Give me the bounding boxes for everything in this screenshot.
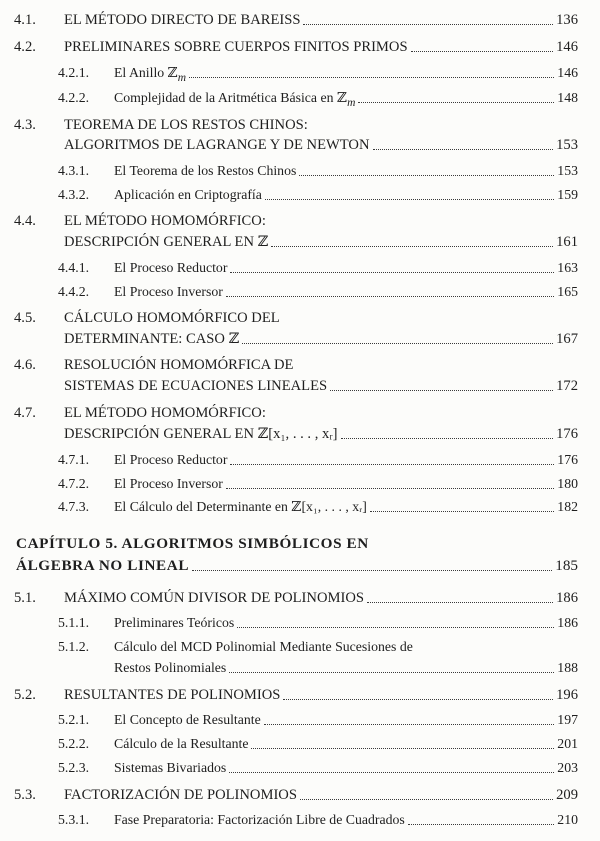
entry-title: Cálculo de la Resultante xyxy=(114,736,249,751)
toc-entry xyxy=(0,589,600,609)
toc-entry xyxy=(0,186,600,206)
dot-leader xyxy=(264,724,555,725)
entry-number: 4.7. xyxy=(14,405,36,421)
dot-leader xyxy=(230,464,554,465)
chapter-heading xyxy=(0,535,600,577)
page-number: 197 xyxy=(557,712,578,727)
entry-title-cont: ALGORITMOS DE LAGRANGE Y DE NEWTON xyxy=(64,137,370,153)
entry-number: 4.2.1. xyxy=(58,65,90,80)
page-number: 176 xyxy=(557,452,578,467)
dot-leader xyxy=(237,627,554,628)
page-number: 153 xyxy=(556,137,578,153)
entry-number: 4.7.3. xyxy=(58,499,90,514)
chapter-title-cont: ÁLGEBRA NO LINEAL xyxy=(16,557,190,574)
toc-entry xyxy=(0,735,600,755)
page-number: 210 xyxy=(557,812,578,827)
toc-line xyxy=(58,89,578,107)
toc-line xyxy=(58,711,578,729)
toc-entry xyxy=(0,498,600,518)
toc-line xyxy=(14,425,578,443)
entry-title: FACTORIZACIÓN DE POLINOMIOS xyxy=(64,787,297,803)
toc-line xyxy=(14,38,578,56)
toc-line xyxy=(16,535,578,553)
page-number: 172 xyxy=(556,378,578,394)
toc-line xyxy=(58,64,578,82)
entry-title-cont: SISTEMAS DE ECUACIONES LINEALES xyxy=(64,378,328,394)
toc-line xyxy=(58,259,578,277)
entry-number: 4.6. xyxy=(14,357,36,373)
entry-title: El Proceso Reductor xyxy=(114,452,228,467)
dot-leader xyxy=(370,511,554,512)
entry-title: Preliminares Teóricos xyxy=(114,615,235,630)
toc-entry xyxy=(0,64,600,84)
entry-number: 4.3.2. xyxy=(58,187,90,202)
entry-title: RESOLUCIÓN HOMOMÓRFICA DE xyxy=(64,357,294,373)
page-number: 201 xyxy=(557,736,578,751)
entry-number: 4.4. xyxy=(14,213,36,229)
toc-line xyxy=(58,638,578,656)
entry-number: 5.1.2. xyxy=(58,639,90,654)
page-number: 167 xyxy=(556,331,578,347)
dot-leader xyxy=(242,343,553,344)
dot-leader xyxy=(300,799,553,800)
page-number: 153 xyxy=(557,163,578,178)
toc-line xyxy=(58,659,578,677)
entry-title: El Proceso Inversor xyxy=(114,284,223,299)
toc-entry xyxy=(0,404,600,444)
entry-number: 4.7.1. xyxy=(58,452,90,467)
entry-number: 4.4.2. xyxy=(58,284,90,299)
entry-title: El Cálculo del Determinante en ℤ[x₁, . . . , xᵣ] xyxy=(114,499,367,514)
entry-title: Fase Preparatoria: Factorización Libre de Cuadrados xyxy=(114,812,405,827)
dot-leader xyxy=(373,149,554,150)
toc-line xyxy=(14,404,578,422)
subscript-m: m xyxy=(177,71,187,84)
title-text: Complejidad de la Aritmética Básica en ℤ xyxy=(114,90,348,105)
subscript-m: m xyxy=(347,96,356,109)
toc-entry xyxy=(0,11,600,31)
page-number: 186 xyxy=(557,615,578,630)
toc-line xyxy=(16,557,578,575)
page-number: 186 xyxy=(556,590,578,606)
page-number: 165 xyxy=(557,284,578,299)
entry-number: 4.3. xyxy=(14,117,36,133)
toc-line xyxy=(14,233,578,251)
entry-title: RESULTANTES DE POLINOMIOS xyxy=(64,687,281,703)
toc-entry xyxy=(0,283,600,303)
dot-leader xyxy=(330,390,553,391)
entry-number: 5.1.1. xyxy=(58,615,90,630)
dot-leader xyxy=(226,296,554,297)
entry-title-cont: Restos Polinomiales xyxy=(114,660,227,675)
dot-leader xyxy=(251,748,554,749)
dot-leader xyxy=(341,438,554,439)
entry-title: El Proceso Reductor xyxy=(114,260,228,275)
entry-title: Cálculo del MCD Polinomial Mediante Sucesiones de xyxy=(114,639,413,654)
dot-leader xyxy=(367,602,553,603)
dot-leader xyxy=(192,570,552,571)
toc-line xyxy=(14,136,578,154)
toc-entry xyxy=(0,309,600,349)
toc-line xyxy=(58,498,578,516)
dot-leader xyxy=(271,246,553,247)
entry-title: EL MÉTODO DIRECTO DE BAREISS xyxy=(64,12,301,28)
entry-number: 4.2. xyxy=(14,39,36,55)
toc-entry xyxy=(0,711,600,731)
dot-leader xyxy=(303,24,553,25)
entry-title: TEOREMA DE LOS RESTOS CHINOS: xyxy=(64,117,308,133)
entry-title: MÁXIMO COMÚN DIVISOR DE POLINOMIOS xyxy=(64,590,364,606)
entry-title: EL MÉTODO HOMOMÓRFICO: xyxy=(64,213,266,229)
page-number: 176 xyxy=(556,426,578,442)
dot-leader xyxy=(226,488,554,489)
toc-entry xyxy=(0,686,600,706)
page-number: 185 xyxy=(555,557,578,574)
toc-entry xyxy=(0,212,600,252)
entry-number: 5.3. xyxy=(14,787,36,803)
entry-number: 4.5. xyxy=(14,310,36,326)
toc-line xyxy=(14,589,578,607)
entry-number: 5.2.1. xyxy=(58,712,90,727)
entry-number: 4.2.2. xyxy=(58,90,90,105)
entry-number: 5.2.2. xyxy=(58,736,90,751)
toc-line xyxy=(14,11,578,29)
dot-leader xyxy=(229,772,554,773)
toc-entry xyxy=(0,38,600,58)
entry-title: EL MÉTODO HOMOMÓRFICO: xyxy=(64,405,266,421)
page-number: 136 xyxy=(556,12,578,28)
toc-line xyxy=(58,759,578,777)
toc-line xyxy=(14,356,578,374)
toc-entry xyxy=(0,89,600,109)
dot-leader xyxy=(189,77,554,78)
entry-title-cont: DESCRIPCIÓN GENERAL EN ℤ xyxy=(64,234,269,250)
dot-leader xyxy=(229,672,554,673)
toc-line xyxy=(14,377,578,395)
entry-number: 5.2.3. xyxy=(58,760,90,775)
toc-line xyxy=(14,212,578,230)
dot-leader xyxy=(283,699,553,700)
toc-line xyxy=(14,786,578,804)
toc-entry xyxy=(0,259,600,279)
toc-entry xyxy=(0,786,600,806)
toc-line xyxy=(58,451,578,469)
dot-leader xyxy=(411,51,554,52)
toc-entry xyxy=(0,811,600,831)
dot-leader xyxy=(408,824,555,825)
toc-entry xyxy=(0,638,600,678)
toc-line xyxy=(58,614,578,632)
toc-entry xyxy=(0,614,600,634)
toc-line xyxy=(14,116,578,134)
entry-number: 5.2. xyxy=(14,687,36,703)
entry-title: CÁLCULO HOMOMÓRFICO DEL xyxy=(64,310,280,326)
entry-number: 5.1. xyxy=(14,590,36,606)
toc-line xyxy=(58,283,578,301)
dot-leader xyxy=(230,272,554,273)
toc-entry xyxy=(0,356,600,396)
entry-title: Aplicación en Criptografía xyxy=(114,187,262,202)
toc-entry xyxy=(0,475,600,495)
toc-line xyxy=(14,330,578,348)
entry-title-cont: DETERMINANTE: CASO ℤ xyxy=(64,331,240,347)
toc-entry xyxy=(0,451,600,471)
entry-number: 4.7.2. xyxy=(58,476,90,491)
toc-line xyxy=(58,162,578,180)
toc-entry xyxy=(0,116,600,156)
entry-title xyxy=(114,64,186,87)
page-number: 182 xyxy=(557,499,578,514)
toc-line xyxy=(58,811,578,829)
page-number: 196 xyxy=(556,687,578,703)
page-number: 163 xyxy=(557,260,578,275)
entry-title-cont: DESCRIPCIÓN GENERAL EN ℤ[x₁, . . . , xᵣ] xyxy=(64,426,338,442)
dot-leader xyxy=(299,175,554,176)
page-number: 146 xyxy=(556,39,578,55)
page-number: 148 xyxy=(557,90,578,105)
toc-line xyxy=(14,686,578,704)
title-text: El Anillo ℤ xyxy=(114,65,178,80)
dot-leader xyxy=(358,102,554,103)
page-number: 180 xyxy=(557,476,578,491)
entry-title: El Concepto de Resultante xyxy=(114,712,261,727)
toc-line xyxy=(14,309,578,327)
page-number: 188 xyxy=(557,660,578,675)
entry-number: 5.3.1. xyxy=(58,812,90,827)
entry-title: PRELIMINARES SOBRE CUERPOS FINITOS PRIMOS xyxy=(64,39,408,55)
toc-entry xyxy=(0,759,600,779)
entry-number: 4.3.1. xyxy=(58,163,90,178)
toc-line xyxy=(58,735,578,753)
entry-title xyxy=(114,89,355,112)
page-number: 161 xyxy=(556,234,578,250)
entry-title: El Teorema de los Restos Chinos xyxy=(114,163,297,178)
page-number: 203 xyxy=(557,760,578,775)
page-number: 146 xyxy=(557,65,578,80)
toc-line xyxy=(58,475,578,493)
entry-number: 4.4.1. xyxy=(58,260,90,275)
entry-number: 4.1. xyxy=(14,12,36,28)
toc-entry xyxy=(0,162,600,182)
page-number: 159 xyxy=(557,187,578,202)
page-number: 209 xyxy=(556,787,578,803)
entry-title: El Proceso Inversor xyxy=(114,476,223,491)
entry-title: Sistemas Bivariados xyxy=(114,760,227,775)
dot-leader xyxy=(265,199,554,200)
toc-line xyxy=(58,186,578,204)
chapter-title: CAPÍTULO 5. ALGORITMOS SIMBÓLICOS EN xyxy=(16,535,369,552)
